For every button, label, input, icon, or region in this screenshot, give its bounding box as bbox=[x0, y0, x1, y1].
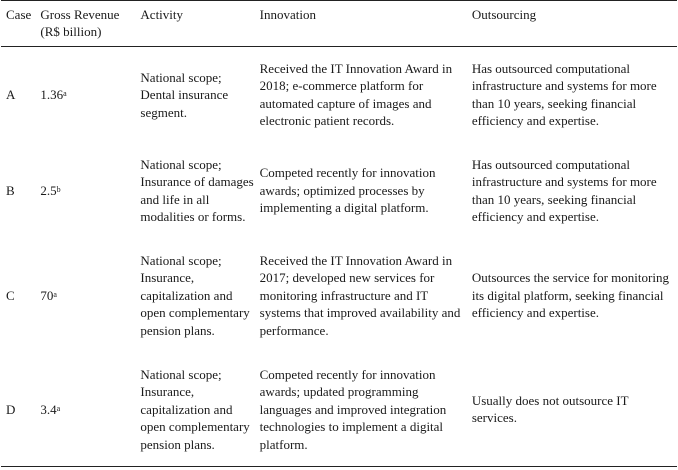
innovation-cell: Competed recently for innovation awards; updated programming languages and improved integration technologies to implement a digital platform. bbox=[259, 366, 447, 452]
case-cell: B bbox=[6, 182, 15, 198]
table-header bbox=[1, 1, 677, 47]
innovation-cell: Received the IT Innovation Award in 2017; developed new services for monitoring infrastructure and IT systems that improved availability and performance. bbox=[259, 252, 461, 338]
revenue-footnote-mark: a bbox=[53, 289, 57, 299]
outsourcing-cell: Has outsourced computational infrastructure and systems for more than 10 years, seeking financial efficiency and expertise. bbox=[471, 60, 657, 129]
table-row bbox=[1, 47, 677, 143]
case-cell: A bbox=[6, 87, 16, 102]
revenue-value: 1.36 bbox=[40, 87, 64, 102]
revenue-footnote-mark: b bbox=[56, 184, 61, 194]
revenue-cell bbox=[38, 353, 138, 467]
header-innovation: Innovation bbox=[259, 7, 316, 22]
revenue-cell bbox=[38, 239, 138, 353]
outsourcing-cell: Usually does not outsource IT services. bbox=[471, 392, 629, 426]
revenue-value: 2.5 bbox=[40, 182, 57, 198]
activity-cell: National scope; Insurance, capitalization and open complementary pension plans. bbox=[140, 252, 250, 338]
activity-cell: National scope; Insurance, capitalization and open complementary pension plans. bbox=[140, 366, 250, 452]
header-gross-revenue: Gross Revenue (R$ billion) bbox=[40, 7, 120, 39]
revenue-footnote-mark: a bbox=[63, 89, 67, 98]
innovation-cell: Received the IT Innovation Award in 2018; e-commerce platform for automated capture of images and electronic patient records. bbox=[259, 60, 453, 129]
revenue-cell bbox=[38, 143, 138, 239]
activity-cell: National scope; Insurance of damages and life in all modalities or forms. bbox=[140, 156, 254, 224]
revenue-cell bbox=[38, 47, 138, 143]
outsourcing-cell: Has outsourced computational infrastructure and systems for more than 10 years, seeking financial efficiency and expertise. bbox=[471, 156, 657, 224]
case-cell: C bbox=[6, 287, 15, 303]
case-comparison-table bbox=[1, 0, 677, 467]
header-row bbox=[1, 1, 677, 47]
revenue-footnote-mark: a bbox=[56, 403, 61, 413]
case-cell: D bbox=[6, 401, 16, 417]
table-row bbox=[1, 143, 677, 239]
table-row bbox=[1, 239, 677, 353]
revenue-value: 70 bbox=[40, 287, 54, 303]
table-row bbox=[1, 353, 677, 467]
header-activity: Activity bbox=[140, 7, 184, 22]
revenue-value: 3.4 bbox=[40, 401, 57, 417]
table-body bbox=[1, 47, 677, 467]
innovation-cell: Competed recently for innovation awards; optimized processes by implementing a digital platform. bbox=[259, 165, 436, 216]
activity-cell: National scope; Dental insurance segment. bbox=[140, 69, 229, 120]
outsourcing-cell: Outsources the service for monitoring its digital platform, seeking financial efficiency and expertise. bbox=[471, 270, 669, 321]
header-outsourcing: Outsourcing bbox=[471, 7, 537, 22]
header-case: Case bbox=[6, 7, 32, 22]
